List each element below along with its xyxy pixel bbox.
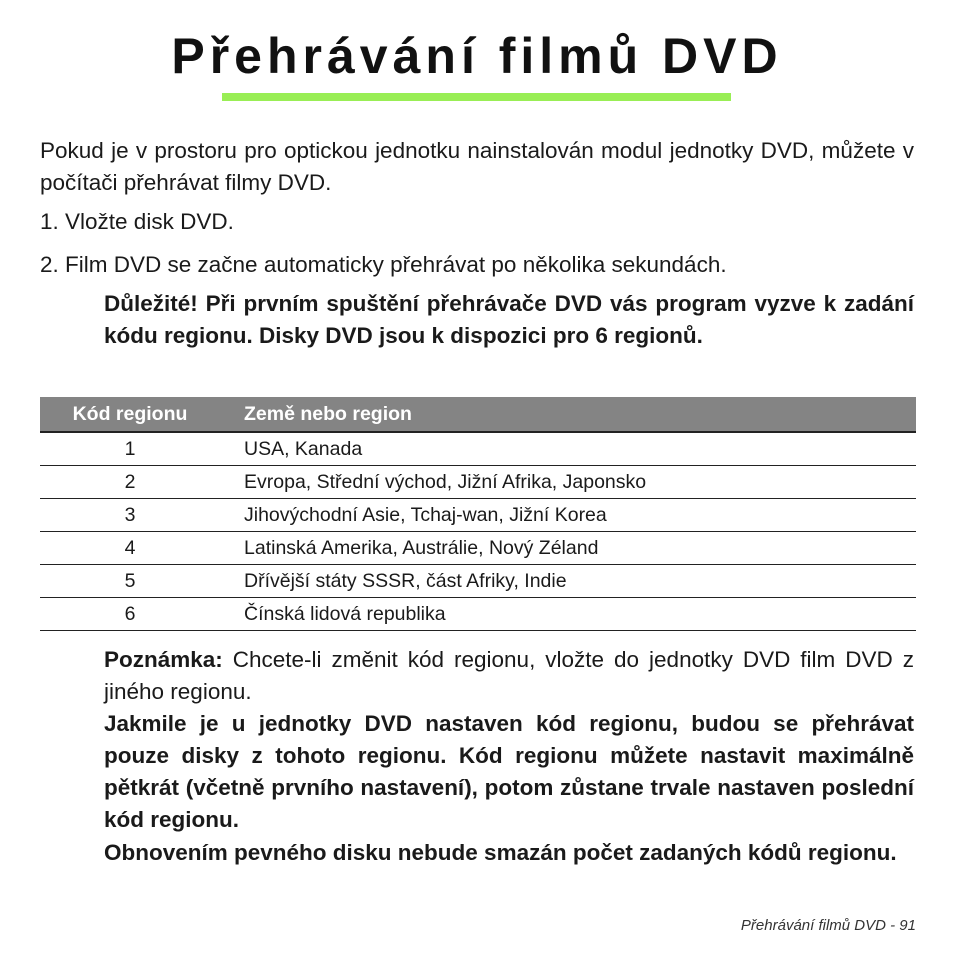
region-country-cell: Čínská lidová republika <box>228 598 916 631</box>
region-country-cell: Dřívější státy SSSR, část Afriky, Indie <box>228 565 916 598</box>
note-label: Poznámka: <box>104 647 223 672</box>
region-code-cell: 3 <box>40 499 228 532</box>
table-row <box>40 598 916 631</box>
page-title: Přehrávání filmů DVD <box>171 28 783 84</box>
table-row <box>40 499 916 532</box>
region-code-cell: 6 <box>40 598 228 631</box>
page-footer: Přehrávání filmů DVD - 91 <box>740 917 916 934</box>
title-underline <box>222 93 731 101</box>
region-country-cell: USA, Kanada <box>228 432 916 466</box>
important-notice: Důležité! Při prvním spuštění přehrávače DVD vás program vyzve k zadání kódu regionu. Disky DVD jsou k dispozici pro 6 regionů. <box>104 291 914 348</box>
step-1: 1. Vložte disk DVD. <box>40 209 234 234</box>
region-code-cell: 1 <box>40 432 228 466</box>
table-header-row <box>40 397 916 432</box>
disk-restore-warning: Obnovením pevného disku nebude smazán počet zadaných kódů regionu. <box>104 840 897 865</box>
region-lock-warning: Jakmile je u jednotky DVD nastaven kód regionu, budou se přehrávat pouze disky z tohoto regionu. Kód regionu můžete nastavit maximálně pětkrát (včetně prvního nastavení), potom zůstane trvale nastaven poslední kód regionu. <box>104 711 914 832</box>
region-country-cell: Evropa, Střední východ, Jižní Afrika, Japonsko <box>228 466 916 499</box>
step-2: 2. Film DVD se začne automaticky přehrávat po několika sekundách. <box>40 252 727 277</box>
region-country-cell: Latinská Amerika, Austrálie, Nový Zéland <box>228 532 916 565</box>
column-header-region-code: Kód regionu <box>40 397 228 432</box>
table-row <box>40 532 916 565</box>
table-row <box>40 466 916 499</box>
note-paragraph <box>104 644 914 708</box>
region-country-cell: Jihovýchodní Asie, Tchaj-wan, Jižní Korea <box>228 499 916 532</box>
table-row <box>40 432 916 466</box>
intro-paragraph: Pokud je v prostoru pro optickou jednotku nainstalován modul jednotky DVD, můžete v počítači přehrávat filmy DVD. <box>40 138 914 195</box>
region-code-table <box>40 397 916 631</box>
table-row <box>40 565 916 598</box>
note-text: Chcete-li změnit kód regionu, vložte do jednotky DVD film DVD z jiného regionu. <box>104 647 914 704</box>
region-code-cell: 2 <box>40 466 228 499</box>
region-code-cell: 5 <box>40 565 228 598</box>
region-code-cell: 4 <box>40 532 228 565</box>
column-header-country: Země nebo region <box>228 397 916 432</box>
